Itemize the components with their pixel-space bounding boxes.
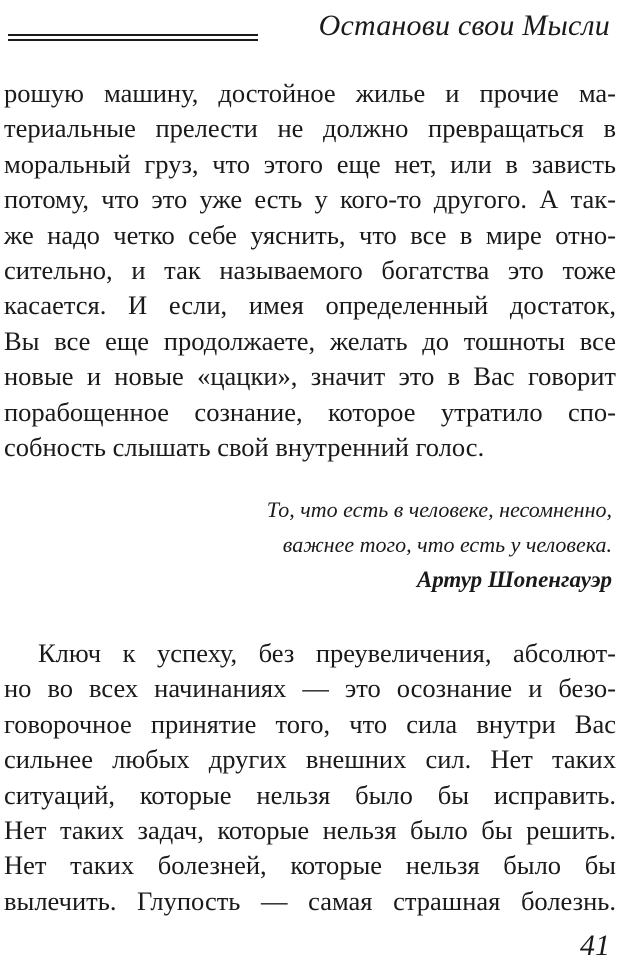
text-line: сильнее любых других внешних сил. Нет таких bbox=[4, 744, 616, 775]
text-line: Вы все еще продолжаете, желать до тошноты все bbox=[4, 325, 616, 356]
text-line: моральный груз, что этого еще нет, или в зависть bbox=[4, 148, 616, 179]
text-line: собность слышать свой внутренний голос. bbox=[4, 431, 485, 462]
text-line: касается. И если, имея определенный достаток, bbox=[4, 290, 616, 321]
text-line: же надо четко себе уяснить, что все в мире отно- bbox=[4, 219, 616, 250]
text-line: рошую машину, достойное жилье и прочие ма- bbox=[4, 78, 616, 108]
text-line: Нет таких болезней, которые нельзя было бы bbox=[4, 850, 616, 881]
text-line: Ключ к успеху, без преувеличения, абсолют- bbox=[38, 638, 616, 668]
page-number: 41 bbox=[580, 929, 610, 962]
text-line: но во всех начинаниях — это осознание и безо- bbox=[4, 673, 616, 704]
body-paragraph-1 bbox=[4, 76, 616, 465]
text-line: ситуаций, которые нельзя было бы исправить. bbox=[4, 779, 616, 810]
text-line: потому, что это уже есть у кого-то другого. А так- bbox=[4, 184, 616, 215]
running-title: Останови свои Мысли bbox=[318, 9, 610, 42]
body-paragraph-2 bbox=[4, 636, 616, 919]
quote-line: То, что есть в человеке, несомненно, bbox=[266, 497, 612, 522]
text-line: вылечить. Глупость — самая страшная болезнь. bbox=[4, 885, 616, 916]
quote-author: Артур Шопенгауэр bbox=[416, 567, 612, 592]
text-line: сительно, и так называемого богатства это тоже bbox=[4, 254, 616, 285]
header-rule-top bbox=[8, 34, 258, 36]
header-rule-bottom bbox=[8, 39, 258, 41]
text-line: Нет таких задач, которые нельзя было бы решить. bbox=[4, 814, 616, 845]
text-line: говорочное принятие того, что сила внутри Вас bbox=[4, 708, 616, 739]
text-line: новые и новые «цацки», значит это в Вас говорит bbox=[4, 361, 616, 392]
text-line: порабощенное сознание, которое утратило спо- bbox=[4, 396, 616, 427]
quote-line: важнее того, что есть у человека. bbox=[282, 532, 612, 557]
epigraph-quote bbox=[267, 492, 612, 597]
page-header bbox=[0, 8, 620, 48]
text-line: териальные прелести не должно превращаться в bbox=[4, 113, 616, 144]
